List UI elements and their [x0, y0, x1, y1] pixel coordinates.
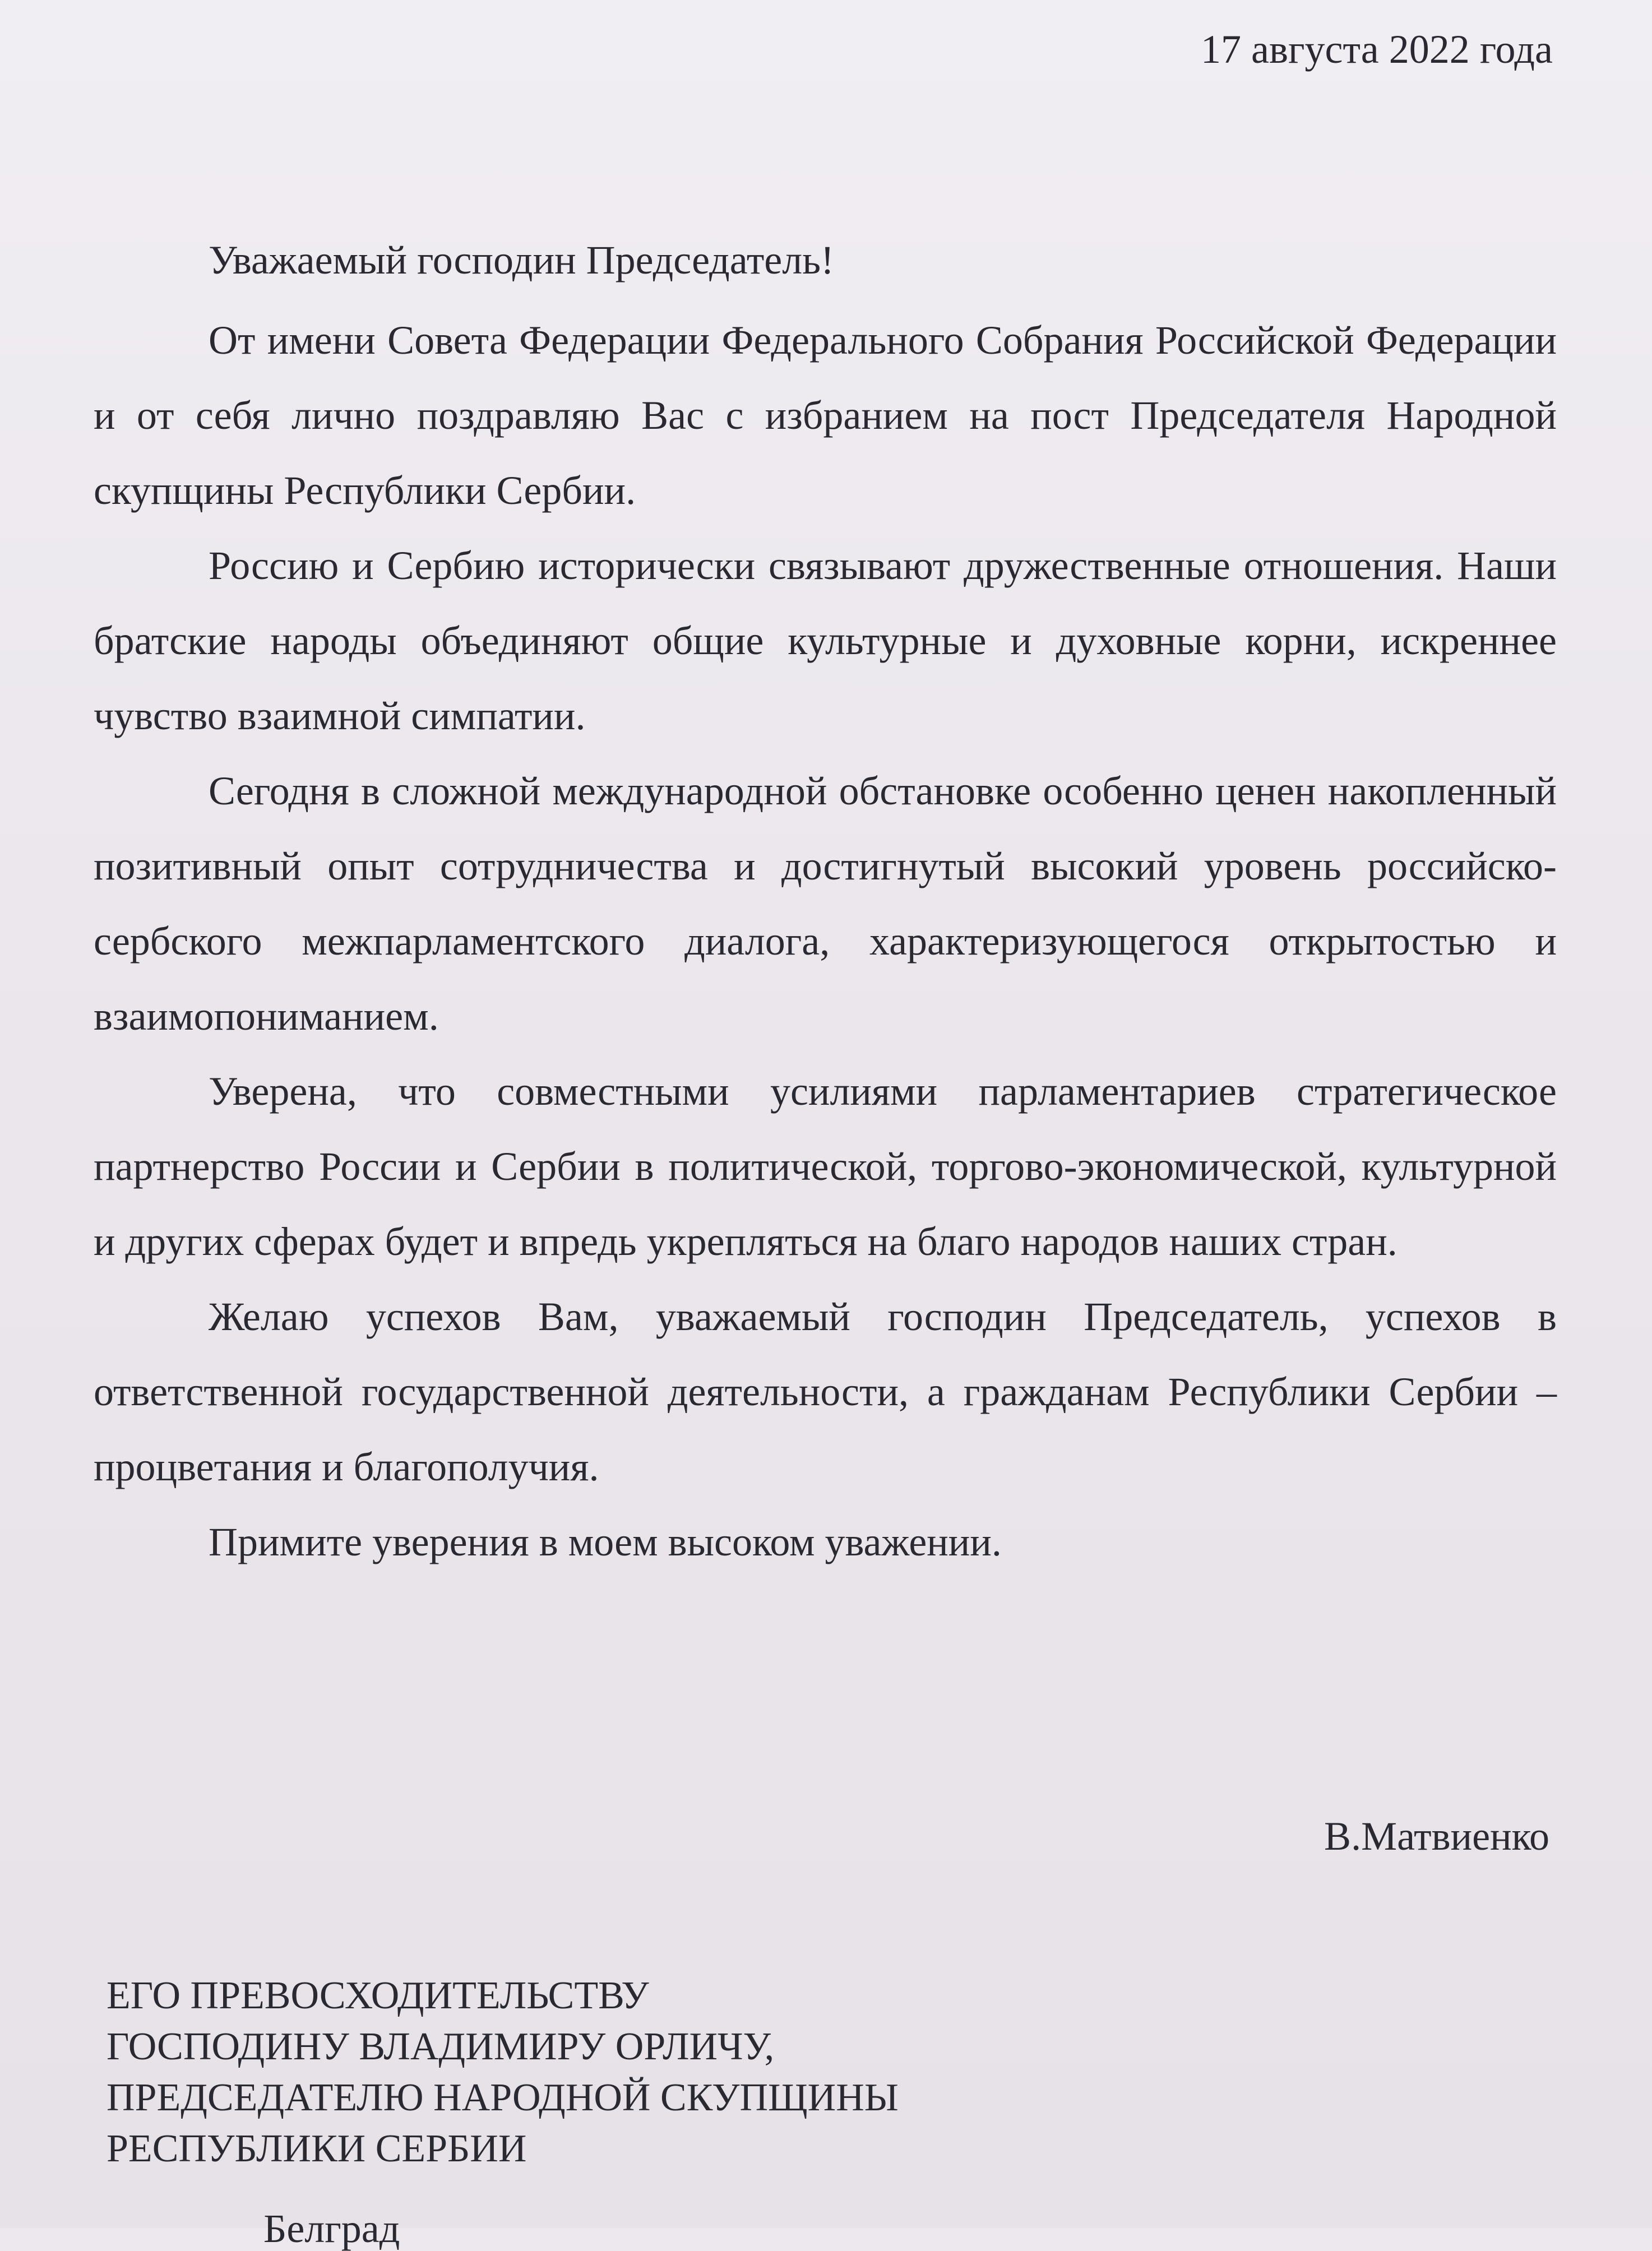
- paragraph-partnership: Уверена, что совместными усилиями парламентариев стратегическое партнерство России и Сербии в политической, торгово-экономической, культурной и других сферах будет и впредь укрепляться на благо народов наших стран.: [94, 1069, 1557, 1264]
- addressee-line: ГОСПОДИНУ ВЛАДИМИРУ ОРЛИЧУ,: [107, 2025, 775, 2068]
- paragraph-closing: Примите уверения в моем высоком уважении.: [209, 1520, 1002, 1564]
- paragraph-cooperation: Сегодня в сложной международной обстановке особенно ценен накопленный позитивный опыт сотрудничества и достигнутый высокий уровень российско-сербского межпарламентского диалога, характеризующегося открытостью и взаимопониманием.: [94, 768, 1557, 1039]
- addressee-city: Белград: [263, 2206, 400, 2251]
- addressee-line: РЕСПУБЛИКИ СЕРБИИ: [107, 2127, 527, 2170]
- signature-name: В.Матвиенко: [1324, 1814, 1549, 1859]
- addressee-line: ПРЕДСЕДАТЕЛЮ НАРОДНОЙ СКУПЩИНЫ: [107, 2076, 899, 2119]
- salutation: Уважаемый господин Председатель!: [209, 238, 834, 282]
- paragraph-wishes: Желаю успехов Вам, уважаемый господин Председатель, успехов в ответственной государственной деятельности, а гражданам Республики Сербии – процветания и благополучия.: [94, 1294, 1557, 1489]
- letter-date: 17 августа 2022 года: [1201, 27, 1553, 72]
- paragraph-friendship: Россию и Сербию исторически связывают дружественные отношения. Наши братские народы объединяют общие культурные и духовные корни, искреннее чувство взаимной симпатии.: [94, 543, 1557, 738]
- addressee-line: ЕГО ПРЕВОСХОДИТЕЛЬСТВУ: [107, 1974, 649, 2017]
- addressee-block: [107, 1970, 899, 2174]
- paragraph-congratulation: От имени Совета Федерации Федерального Собрания Российской Федерации и от себя лично поздравляю Вас с избранием на пост Председателя Народной скупщины Республики Сербии.: [94, 318, 1557, 513]
- letter-body: [94, 303, 1557, 1580]
